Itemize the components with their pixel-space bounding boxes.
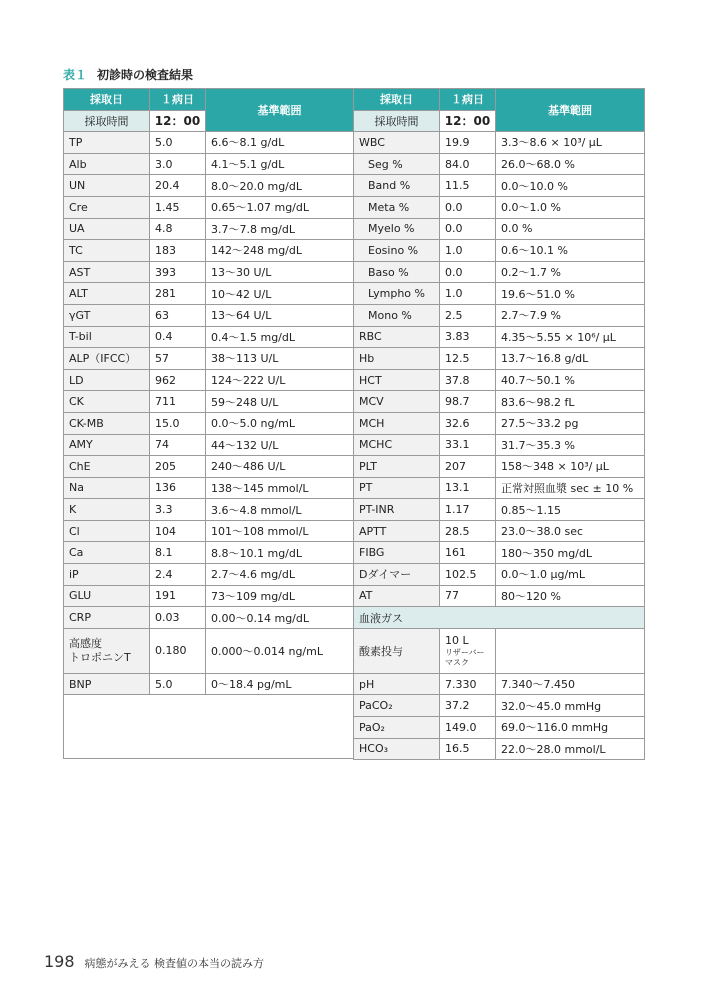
test-value: 0.0 — [440, 218, 496, 240]
reference-range: 124～222 U/L — [206, 369, 354, 391]
blood-gas-section-row — [354, 607, 645, 629]
test-value: 2.4 — [150, 564, 206, 586]
test-name: CK — [64, 391, 150, 413]
reference-range: 3.6～4.8 mmol/L — [206, 499, 354, 521]
oxygen-value-line3: マスク — [445, 657, 469, 667]
test-name: LD — [64, 369, 150, 391]
table-row — [64, 196, 354, 218]
reference-range: 3.7～7.8 mg/dL — [206, 218, 354, 240]
bnp-value: 5.0 — [150, 673, 206, 695]
test-name: ALP（IFCC） — [64, 348, 150, 370]
test-name: Hb — [354, 348, 440, 370]
test-value: 0.4 — [150, 326, 206, 348]
test-value: 19.9 — [440, 132, 496, 154]
troponin-range: 0.000～0.014 ng/mL — [206, 628, 354, 673]
table-row — [64, 175, 354, 197]
table-row — [64, 607, 354, 629]
reference-range: 38～113 U/L — [206, 348, 354, 370]
table-row — [64, 369, 354, 391]
test-name: Dダイマー — [354, 564, 440, 586]
reference-range: 180～350 mg/dL — [496, 542, 645, 564]
oxygen-value-line1: 10 L — [445, 633, 469, 647]
test-name: HCO₃ — [354, 738, 440, 760]
reference-range: 138～145 mmol/L — [206, 477, 354, 499]
date-label: 採取日 — [64, 89, 150, 111]
test-name: Seg % — [354, 153, 440, 175]
test-name: MCV — [354, 391, 440, 413]
test-value: 149.0 — [440, 717, 496, 739]
time-value: 12：00 — [150, 110, 206, 132]
test-value: 0.03 — [150, 607, 206, 629]
reference-range: 7.340～7.450 — [496, 673, 645, 695]
test-name: AMY — [64, 434, 150, 456]
test-value: 3.83 — [440, 326, 496, 348]
test-name: Na — [64, 477, 150, 499]
reference-range: 59～248 U/L — [206, 391, 354, 413]
table-row — [354, 717, 645, 739]
bnp-range: 0～18.4 pg/mL — [206, 673, 354, 695]
day-value: １病日 — [440, 89, 496, 111]
test-name: Cl — [64, 520, 150, 542]
blood-gas-label: 血液ガス — [354, 607, 645, 629]
table-row — [64, 585, 354, 607]
test-value: 3.3 — [150, 499, 206, 521]
table-row — [64, 132, 354, 154]
test-value: 11.5 — [440, 175, 496, 197]
troponin-name-line2: トロポニンT — [69, 650, 131, 664]
reference-range: 13.7～16.8 g/dL — [496, 348, 645, 370]
test-name: PaO₂ — [354, 717, 440, 739]
table-row — [64, 412, 354, 434]
table-title: 初診時の検査結果 — [97, 68, 194, 82]
test-value: 37.8 — [440, 369, 496, 391]
table-row — [64, 218, 354, 240]
test-name: Cre — [64, 196, 150, 218]
test-name: iP — [64, 564, 150, 586]
table-row — [354, 434, 645, 456]
test-name: AT — [354, 585, 440, 607]
test-name: UN — [64, 175, 150, 197]
time-value: 12：00 — [440, 110, 496, 132]
test-name: TP — [64, 132, 150, 154]
test-name: Band % — [354, 175, 440, 197]
reference-range: 22.0～28.0 mmol/L — [496, 738, 645, 760]
reference-range: 32.0～45.0 mmHg — [496, 695, 645, 717]
test-value: 3.0 — [150, 153, 206, 175]
reference-range: 142～248 mg/dL — [206, 240, 354, 262]
oxygen-value-line2: リザーバー — [445, 647, 485, 657]
book-title: 病態がみえる 検査値の本当の読み方 — [84, 957, 265, 970]
test-value: 0.0 — [440, 261, 496, 283]
test-value: 136 — [150, 477, 206, 499]
test-name: γGT — [64, 304, 150, 326]
test-name: FIBG — [354, 542, 440, 564]
oxygen-name: 酸素投与 — [354, 628, 440, 673]
test-name: TC — [64, 240, 150, 262]
table-row — [354, 348, 645, 370]
test-value: 57 — [150, 348, 206, 370]
table-row — [354, 132, 645, 154]
reference-range: 0.4～1.5 mg/dL — [206, 326, 354, 348]
test-name: Baso % — [354, 261, 440, 283]
blank-area — [64, 695, 354, 759]
reference-range: 40.7～50.1 % — [496, 369, 645, 391]
day-value: １病日 — [150, 89, 206, 111]
table-row — [64, 434, 354, 456]
test-value: 84.0 — [440, 153, 496, 175]
test-name: Myelo % — [354, 218, 440, 240]
test-name: PaCO₂ — [354, 695, 440, 717]
reference-range: 80～120 % — [496, 585, 645, 607]
test-name: UA — [64, 218, 150, 240]
table-number: 表１ — [63, 68, 88, 82]
table-row — [354, 412, 645, 434]
reference-range: 158～348 × 10³/ μL — [496, 456, 645, 478]
test-value: 393 — [150, 261, 206, 283]
test-value: 13.1 — [440, 477, 496, 499]
right-lab-table — [353, 88, 645, 760]
test-name: Ca — [64, 542, 150, 564]
table-row — [354, 564, 645, 586]
test-name: MCHC — [354, 434, 440, 456]
test-value: 7.330 — [440, 673, 496, 695]
reference-range: 3.3～8.6 × 10³/ μL — [496, 132, 645, 154]
table-row — [64, 304, 354, 326]
test-value: 74 — [150, 434, 206, 456]
test-value: 1.17 — [440, 499, 496, 521]
table-row — [354, 520, 645, 542]
test-name: WBC — [354, 132, 440, 154]
table-row — [354, 542, 645, 564]
table-row — [64, 499, 354, 521]
test-name: HCT — [354, 369, 440, 391]
table-row — [64, 261, 354, 283]
test-value: 102.5 — [440, 564, 496, 586]
table-row — [354, 456, 645, 478]
reference-range: 26.0～68.0 % — [496, 153, 645, 175]
reference-range: 13～30 U/L — [206, 261, 354, 283]
test-value: 8.1 — [150, 542, 206, 564]
test-value: 205 — [150, 456, 206, 478]
table-row — [64, 564, 354, 586]
table-row — [354, 499, 645, 521]
reference-range: 0.2～1.7 % — [496, 261, 645, 283]
bnp-name: BNP — [64, 673, 150, 695]
reference-range: 4.1～5.1 g/dL — [206, 153, 354, 175]
test-value: 77 — [440, 585, 496, 607]
page-footer — [44, 952, 264, 971]
table-row — [354, 153, 645, 175]
troponin-value: 0.180 — [150, 628, 206, 673]
test-value: 183 — [150, 240, 206, 262]
table-row — [64, 520, 354, 542]
test-value: 207 — [440, 456, 496, 478]
test-value: 104 — [150, 520, 206, 542]
test-name: K — [64, 499, 150, 521]
test-value: 5.0 — [150, 132, 206, 154]
table-row — [64, 348, 354, 370]
table-row — [354, 391, 645, 413]
test-value: 16.5 — [440, 738, 496, 760]
table-row — [64, 240, 354, 262]
test-value: 1.0 — [440, 283, 496, 305]
reference-range: 73～109 mg/dL — [206, 585, 354, 607]
table-row — [64, 326, 354, 348]
test-value: 4.8 — [150, 218, 206, 240]
test-name: Eosino % — [354, 240, 440, 262]
troponin-row — [64, 628, 354, 673]
reference-range: 83.6～98.2 fL — [496, 391, 645, 413]
test-value: 711 — [150, 391, 206, 413]
page-number: 198 — [44, 952, 75, 971]
test-value: 20.4 — [150, 175, 206, 197]
test-value: 281 — [150, 283, 206, 305]
reference-range: 0.0～5.0 ng/mL — [206, 412, 354, 434]
left-lab-table — [63, 88, 354, 759]
reference-range: 6.6～8.1 g/dL — [206, 132, 354, 154]
table-row — [64, 456, 354, 478]
test-value: 98.7 — [440, 391, 496, 413]
test-name: MCH — [354, 412, 440, 434]
table-row — [354, 369, 645, 391]
test-value: 1.45 — [150, 196, 206, 218]
reference-range: 27.5～33.2 pg — [496, 412, 645, 434]
reference-range: 2.7～4.6 mg/dL — [206, 564, 354, 586]
table-row — [354, 218, 645, 240]
test-value: 12.5 — [440, 348, 496, 370]
table-row — [64, 153, 354, 175]
test-name: APTT — [354, 520, 440, 542]
header-row — [354, 89, 645, 111]
reference-range: 23.0～38.0 sec — [496, 520, 645, 542]
test-name: ChE — [64, 456, 150, 478]
test-value: 63 — [150, 304, 206, 326]
test-name: Mono % — [354, 304, 440, 326]
reference-range: 44～132 U/L — [206, 434, 354, 456]
table-row — [64, 542, 354, 564]
test-value: 0.0 — [440, 196, 496, 218]
test-name: Lympho % — [354, 283, 440, 305]
reference-range: 10～42 U/L — [206, 283, 354, 305]
reference-range: 4.35～5.55 × 10⁶/ μL — [496, 326, 645, 348]
table-row — [64, 477, 354, 499]
test-name: PLT — [354, 456, 440, 478]
reference-range: 0.00～0.14 mg/dL — [206, 607, 354, 629]
test-name: T-bil — [64, 326, 150, 348]
table-caption — [63, 66, 193, 83]
test-value: 32.6 — [440, 412, 496, 434]
reference-range: 0.0 % — [496, 218, 645, 240]
test-name: RBC — [354, 326, 440, 348]
range-label: 基準範囲 — [496, 89, 645, 132]
test-name: pH — [354, 673, 440, 695]
test-value: 28.5 — [440, 520, 496, 542]
time-label: 採取時間 — [354, 110, 440, 132]
reference-range: 2.7～7.9 % — [496, 304, 645, 326]
test-name: CK-MB — [64, 412, 150, 434]
table-row — [354, 283, 645, 305]
time-label: 採取時間 — [64, 110, 150, 132]
header-row — [64, 89, 354, 111]
reference-range: 0.65～1.07 mg/dL — [206, 196, 354, 218]
table-row — [354, 261, 645, 283]
test-name: Alb — [64, 153, 150, 175]
test-name: ALT — [64, 283, 150, 305]
test-value: 161 — [440, 542, 496, 564]
bnp-row — [64, 673, 354, 695]
reference-range: 69.0～116.0 mmHg — [496, 717, 645, 739]
table-row — [354, 240, 645, 262]
test-value: 15.0 — [150, 412, 206, 434]
troponin-name-line1: 高感度 — [69, 637, 102, 651]
reference-range: 13～64 U/L — [206, 304, 354, 326]
test-value: 33.1 — [440, 434, 496, 456]
table-row — [354, 695, 645, 717]
table-row — [354, 304, 645, 326]
reference-range: 0.0～10.0 % — [496, 175, 645, 197]
table-row — [354, 326, 645, 348]
range-label: 基準範囲 — [206, 89, 354, 132]
table-row — [354, 477, 645, 499]
table-row — [354, 673, 645, 695]
table-row — [64, 391, 354, 413]
blank-cell — [64, 695, 354, 759]
oxygen-value — [440, 628, 496, 673]
reference-range: 0.85～1.15 — [496, 499, 645, 521]
oxygen-row — [354, 628, 645, 673]
reference-range: 正常対照血漿 sec ± 10 % — [496, 477, 645, 499]
reference-range: 19.6～51.0 % — [496, 283, 645, 305]
test-value: 191 — [150, 585, 206, 607]
test-name: GLU — [64, 585, 150, 607]
table-row — [64, 283, 354, 305]
reference-range: 0.6～10.1 % — [496, 240, 645, 262]
test-value: 2.5 — [440, 304, 496, 326]
test-name: CRP — [64, 607, 150, 629]
test-value: 1.0 — [440, 240, 496, 262]
test-name: Meta % — [354, 196, 440, 218]
reference-range: 8.0～20.0 mg/dL — [206, 175, 354, 197]
troponin-name — [64, 628, 150, 673]
reference-range: 31.7～35.3 % — [496, 434, 645, 456]
test-value: 37.2 — [440, 695, 496, 717]
reference-range: 101～108 mmol/L — [206, 520, 354, 542]
test-name: PT — [354, 477, 440, 499]
oxygen-range — [496, 628, 645, 673]
table-row — [354, 196, 645, 218]
table-row — [354, 738, 645, 760]
test-value: 962 — [150, 369, 206, 391]
reference-range: 240～486 U/L — [206, 456, 354, 478]
date-label: 採取日 — [354, 89, 440, 111]
table-row — [354, 585, 645, 607]
reference-range: 8.8～10.1 mg/dL — [206, 542, 354, 564]
test-name: PT-INR — [354, 499, 440, 521]
reference-range: 0.0～1.0 μg/mL — [496, 564, 645, 586]
table-row — [354, 175, 645, 197]
reference-range: 0.0～1.0 % — [496, 196, 645, 218]
test-name: AST — [64, 261, 150, 283]
